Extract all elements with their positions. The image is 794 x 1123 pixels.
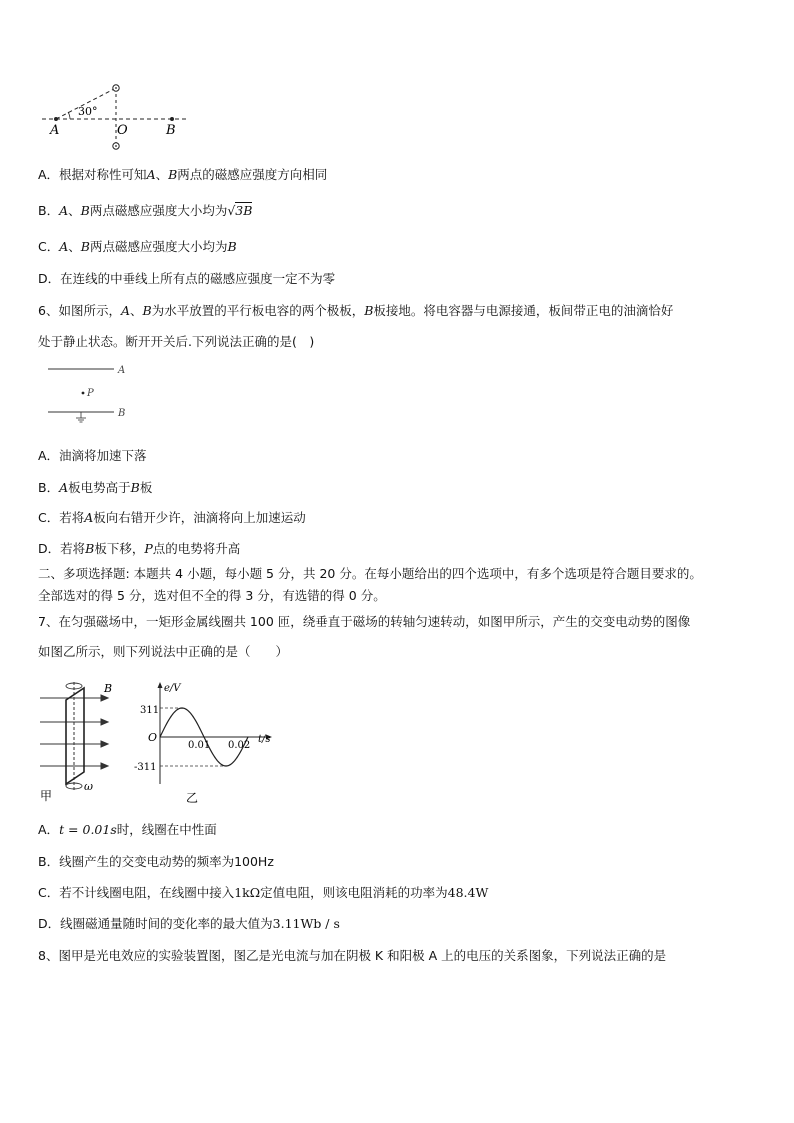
q5-option-a[interactable] [38, 167, 327, 183]
math-var: A [59, 239, 69, 254]
origin-label: O [148, 731, 158, 744]
caption-jia: 甲 [40, 789, 53, 802]
q6-option-d[interactable] [38, 541, 240, 557]
q6-stem-line2: 处于静止状态。断开开关后.下列说法正确的是( ) [38, 334, 315, 349]
math-var: B [85, 541, 95, 556]
option-text: 板下移， [94, 541, 145, 556]
q8-stem-line1: 8、图甲是光电效应的实验装置图，图乙是光电流与加在阴极 K 和阳极 A 上的电压的关系图象，下列说法正确的是 [38, 948, 667, 963]
q5-option-b[interactable] [38, 203, 252, 219]
q7-option-a[interactable] [38, 822, 217, 838]
coil-figure [38, 680, 128, 802]
point-p-label: P [87, 388, 94, 399]
option-text: A． [38, 822, 60, 837]
x-tick-2: 0.02 [228, 740, 251, 751]
option-text: C．若将 [38, 510, 85, 525]
point-a-label: A [50, 123, 60, 138]
point-b-label: B [166, 123, 176, 138]
data-point [170, 716, 171, 717]
stem-text: 6、如图所示， [38, 303, 121, 318]
math-expr: 3.11Wb / s [272, 916, 340, 931]
section2-heading-line2: 全部选对的得 5 分，选对但不全的得 3 分，有选错的得 0 分。 [38, 588, 386, 603]
option-text: 时，线圈在中性面 [116, 822, 217, 837]
math-var: A [120, 303, 130, 318]
q5-option-c[interactable] [38, 239, 237, 255]
y-tick-max: 311 [140, 705, 160, 716]
math-var: B [364, 303, 374, 318]
stem-text: 、 [130, 303, 143, 318]
data-point [247, 736, 248, 737]
omega-label: ω [84, 780, 93, 793]
math-var: B [80, 239, 90, 254]
q7-stem-line2: 如图乙所示，则下列说法中正确的是（ ） [38, 644, 289, 659]
data-point [236, 757, 237, 758]
data-point [181, 707, 182, 708]
sqrt-symbol: √ [227, 203, 236, 218]
math-value: B [227, 239, 237, 254]
math-expr: 1kΩ [234, 885, 261, 900]
option-text: D．线圈磁通量随时间的变化率的最大值为 [38, 916, 273, 931]
option-text: A．根据对称性可知 [38, 167, 147, 182]
math-var: A [59, 203, 69, 218]
q7-option-c[interactable] [38, 885, 488, 901]
option-text: 两点磁感应强度大小均为 [89, 239, 228, 254]
option-text: 两点的磁感应强度方向相同 [177, 167, 328, 182]
stem-text: 为水平放置的平行板电容的两个极板， [151, 303, 365, 318]
x-axis-label: t/s [258, 734, 271, 745]
math-var: A [59, 480, 69, 495]
data-point [203, 736, 204, 737]
plate-a-label: A [118, 365, 126, 376]
y-axis-arrow [158, 682, 163, 688]
data-point [159, 736, 160, 737]
option-text: 两点磁感应强度大小均为 [89, 203, 228, 218]
chart-axes [158, 682, 273, 784]
field-b-label: B [104, 682, 113, 695]
data-point [192, 716, 193, 717]
q5-option-d[interactable]: D．在连线的中垂线上所有点的磁感应强度一定不为零 [38, 271, 336, 286]
option-text: 定值电阻，则该电阻消耗的功率为 [260, 885, 448, 900]
data-point [225, 765, 226, 766]
math-var: B [142, 303, 152, 318]
option-text: D．若将 [38, 541, 86, 556]
caption-yi: 乙 [186, 791, 199, 805]
option-text: 板 [139, 480, 153, 495]
data-point [214, 757, 215, 758]
math-var: B [168, 167, 178, 182]
q7-stem-line1: 7、在匀强磁场中，一矩形金属线圈共 100 匝，绕垂直于磁场的转轴匀速转动，如图甲所示，产生的交变电动势的图像 [38, 614, 691, 629]
y-tick-min: -311 [134, 762, 157, 773]
option-text: 板电势高于 [68, 480, 131, 495]
math-var: B [80, 203, 90, 218]
q6-option-c[interactable] [38, 510, 306, 526]
point-o-label: O [117, 123, 128, 138]
q7-option-d[interactable] [38, 916, 340, 932]
q6-option-a[interactable]: A．油滴将加速下落 [38, 448, 147, 463]
option-text: 点的电势将升高 [152, 541, 241, 556]
magnetic-field-figure [38, 82, 198, 154]
q7-option-b[interactable]: B．线圈产生的交变电动势的频率为100Hz [38, 854, 274, 869]
option-text: C．若不计线圈电阻，在线圈中接入 [38, 885, 235, 900]
y-axis-label: e/V [164, 683, 181, 694]
x-tick-1: 0.01 [188, 740, 211, 751]
q6-option-b[interactable] [38, 480, 152, 496]
plate-b-label: B [118, 408, 126, 419]
option-text: 、 [68, 203, 81, 218]
section2-heading-line1: 二、多项选择题: 本题共 4 小题，每小题 5 分，共 20 分。在每小题给出的四个选项中，有多个选项是符合题目要求的。 [38, 566, 702, 581]
math-var: A [146, 167, 156, 182]
q6-stem-line1 [38, 303, 673, 319]
math-expr: 48.4W [447, 885, 489, 900]
option-text: C． [38, 239, 60, 254]
math-expr: t = 0.01s [59, 822, 117, 837]
math-var: B [130, 480, 140, 495]
math-var: P [144, 541, 153, 556]
math-value: 3B [235, 203, 253, 218]
option-text: 、 [155, 167, 169, 182]
option-text: B． [38, 480, 60, 495]
capacitor-figure [46, 360, 136, 424]
math-var: A [84, 510, 94, 525]
option-text: B． [38, 203, 60, 218]
option-text: 板向右错开少许，油滴将向上加速运动 [93, 510, 306, 525]
option-text: 、 [68, 239, 81, 254]
angle-label: 30° [78, 105, 98, 118]
stem-text: 板接地。将电容器与电源接通，板间带正电的油滴恰好 [373, 303, 674, 318]
emf-chart [130, 680, 280, 806]
